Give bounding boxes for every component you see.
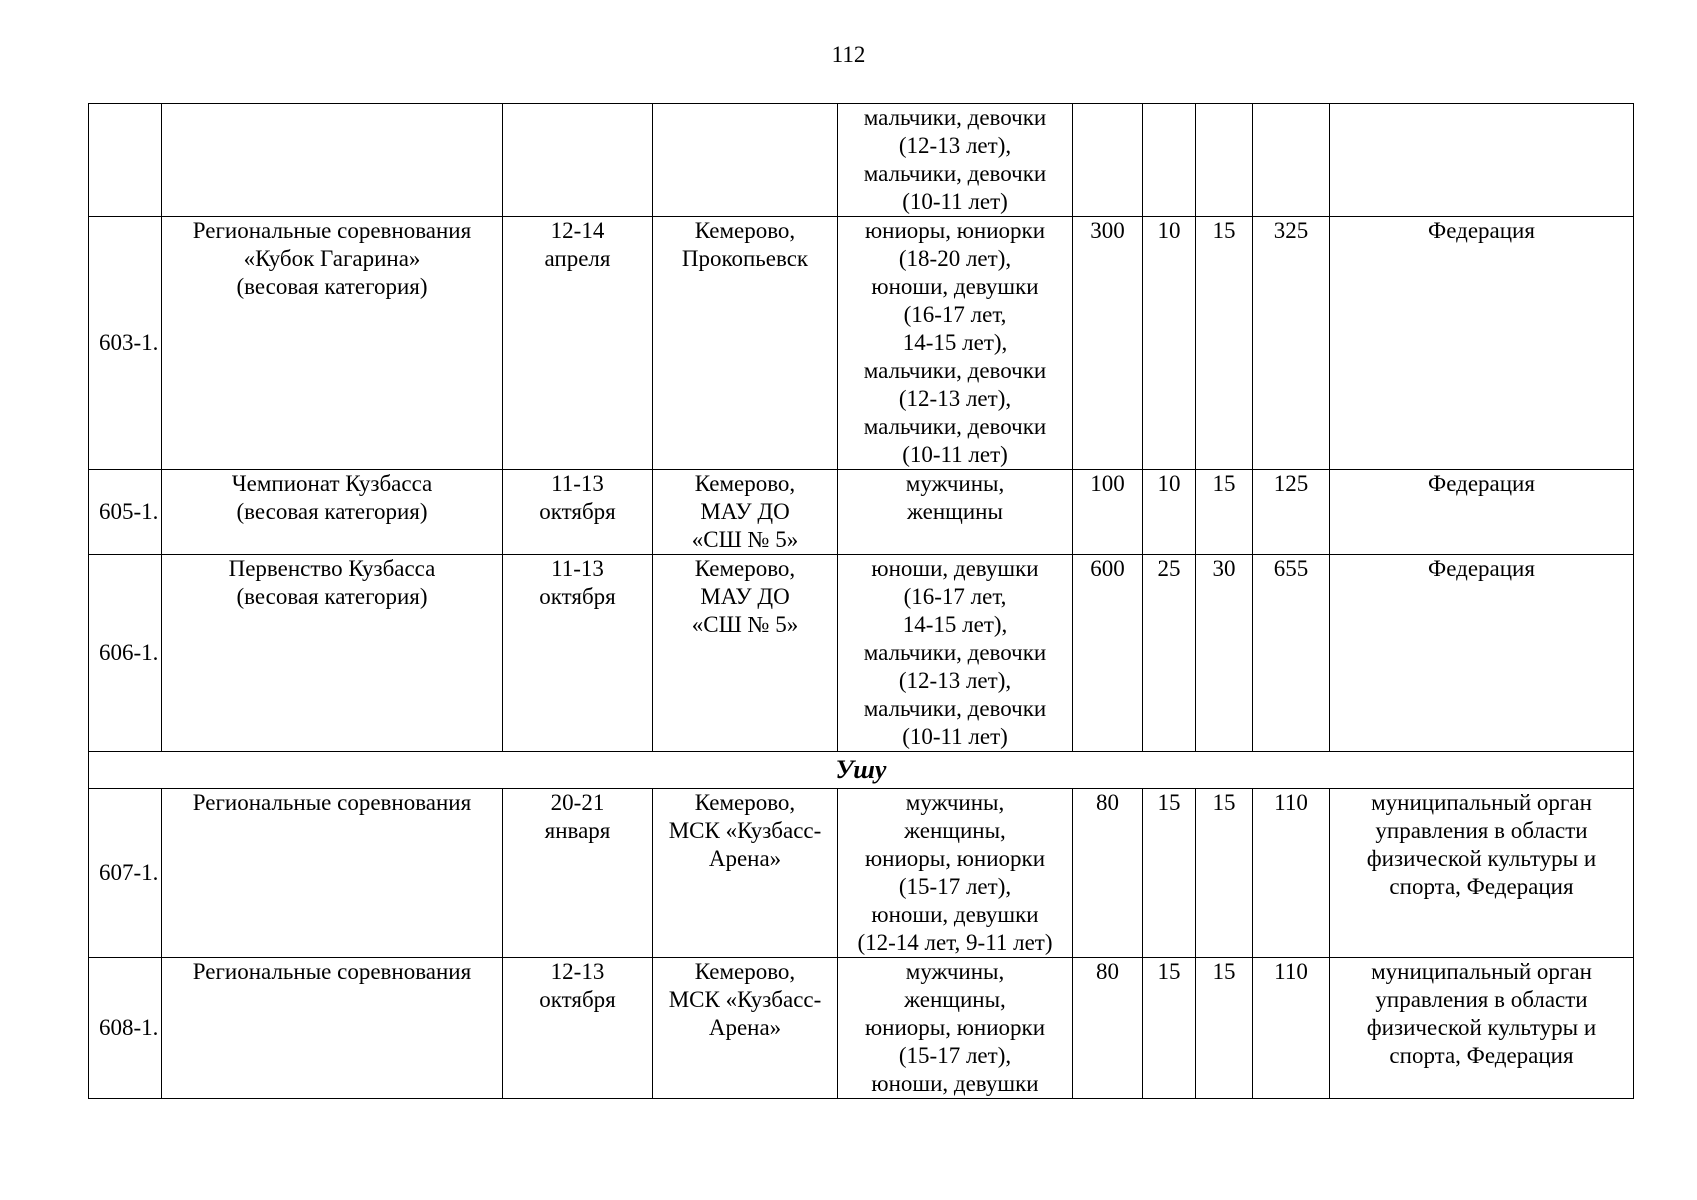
participants-line: мужчины, — [905, 790, 1005, 815]
count-total: 110 — [1253, 958, 1330, 1099]
count-coaches: 10 — [1143, 470, 1196, 555]
count-judges: 15 — [1196, 217, 1253, 470]
participants-line: юноши, девушки — [871, 556, 1039, 581]
event-name — [162, 104, 503, 217]
event-place-line: Арена» — [708, 846, 782, 871]
event-dates-line: 11-13 — [551, 471, 604, 496]
row-number: 603-1. — [89, 217, 162, 470]
participants — [838, 789, 1073, 958]
event-place — [653, 555, 838, 752]
participants-line: юниоры, юниорки — [864, 846, 1046, 871]
event-place-line: МАУ ДО — [700, 584, 790, 609]
count-judges: 30 — [1196, 555, 1253, 752]
organizer-line: физической культуры и — [1366, 1015, 1597, 1040]
event-place-line: Кемерово, — [694, 218, 796, 243]
event-place-line: Кемерово, — [694, 556, 796, 581]
event-name-line: (весовая категория) — [236, 274, 428, 299]
organizer — [1330, 104, 1634, 217]
count-total: 655 — [1253, 555, 1330, 752]
count-judges: 15 — [1196, 789, 1253, 958]
organizer-line: Федерация — [1428, 556, 1535, 581]
participants-line: женщины, — [904, 987, 1006, 1012]
table-row — [89, 789, 1634, 958]
participants-line: мальчики, девочки — [863, 105, 1047, 130]
event-name-line: Региональные соревнования — [192, 218, 472, 243]
count-coaches: 15 — [1143, 789, 1196, 958]
organizer — [1330, 217, 1634, 470]
count-total — [1253, 104, 1330, 217]
section-row — [89, 752, 1634, 789]
event-dates-line: 20-21 — [550, 790, 605, 815]
participants — [838, 555, 1073, 752]
events-table — [88, 103, 1634, 1099]
count-judges: 15 — [1196, 958, 1253, 1099]
event-place-line: Кемерово, — [694, 959, 796, 984]
event-place-line: МСК «Кузбасс- — [668, 987, 822, 1012]
participants-line: юноши, девушки — [871, 1071, 1039, 1096]
event-place-line: МСК «Кузбасс- — [668, 818, 822, 843]
participants — [838, 958, 1073, 1099]
organizer — [1330, 555, 1634, 752]
participants-line: (12-14 лет, 9-11 лет) — [857, 930, 1053, 955]
event-dates — [503, 958, 653, 1099]
event-name-line: Первенство Кузбасса — [228, 556, 436, 581]
count-total: 325 — [1253, 217, 1330, 470]
organizer-line: спорта, Федерация — [1389, 874, 1574, 899]
event-name — [162, 555, 503, 752]
event-dates-line: января — [544, 818, 611, 843]
event-dates — [503, 104, 653, 217]
participants-line: юниоры, юниорки — [864, 1015, 1046, 1040]
participants-line: мужчины, — [905, 471, 1005, 496]
participants-line: мужчины, — [905, 959, 1005, 984]
participants-line: (16-17 лет, — [903, 302, 1007, 327]
participants — [838, 104, 1073, 217]
event-place-line: «СШ № 5» — [691, 612, 799, 637]
event-place-line: Кемерово, — [694, 790, 796, 815]
participants-line: (10-11 лет) — [902, 442, 1008, 467]
count-coaches — [1143, 104, 1196, 217]
organizer-line: Федерация — [1428, 471, 1535, 496]
event-dates-line: октября — [539, 584, 616, 609]
event-name-line: Региональные соревнования — [192, 790, 472, 815]
event-place-line: Кемерово, — [694, 471, 796, 496]
section-title: Ушу — [89, 752, 1634, 789]
participants-line: мальчики, девочки — [863, 414, 1047, 439]
event-name-line: (весовая категория) — [236, 584, 428, 609]
count-athletes — [1073, 104, 1143, 217]
count-total: 125 — [1253, 470, 1330, 555]
participants-line: (10-11 лет) — [902, 724, 1008, 749]
count-coaches: 10 — [1143, 217, 1196, 470]
count-judges: 15 — [1196, 470, 1253, 555]
event-name — [162, 958, 503, 1099]
event-dates-line: октября — [539, 499, 616, 524]
event-dates-line: 11-13 — [551, 556, 604, 581]
event-dates — [503, 789, 653, 958]
table-row — [89, 470, 1634, 555]
table-row — [89, 104, 1634, 217]
participants-line: (15-17 лет), — [898, 1043, 1012, 1068]
event-place-line: Прокопьевск — [681, 246, 809, 271]
event-place — [653, 470, 838, 555]
event-place-line: МАУ ДО — [700, 499, 790, 524]
event-name-line: «Кубок Гагарина» — [243, 246, 421, 271]
table-row — [89, 217, 1634, 470]
participants-line: мальчики, девочки — [863, 161, 1047, 186]
participants-line: юноши, девушки — [871, 274, 1039, 299]
event-name — [162, 217, 503, 470]
event-dates — [503, 470, 653, 555]
table-row — [89, 555, 1634, 752]
row-number: 606-1. — [89, 555, 162, 752]
count-athletes: 300 — [1073, 217, 1143, 470]
participants-line: женщины, — [904, 818, 1006, 843]
organizer — [1330, 789, 1634, 958]
participants — [838, 217, 1073, 470]
event-place — [653, 104, 838, 217]
event-place-line: «СШ № 5» — [691, 527, 799, 552]
organizer-line: физической культуры и — [1366, 846, 1597, 871]
event-dates — [503, 217, 653, 470]
event-dates-line: 12-13 — [550, 959, 605, 984]
participants-line: (12-13 лет), — [898, 386, 1012, 411]
participants — [838, 470, 1073, 555]
participants-line: юноши, девушки — [871, 902, 1039, 927]
page-number: 112 — [831, 42, 866, 67]
event-dates-line: октября — [539, 987, 616, 1012]
participants-line: (10-11 лет) — [902, 189, 1008, 214]
row-number: 605-1. — [89, 470, 162, 555]
organizer-line: муниципальный орган — [1371, 959, 1592, 984]
event-name — [162, 789, 503, 958]
row-number: 608-1. — [89, 958, 162, 1099]
table-row — [89, 958, 1634, 1099]
event-dates — [503, 555, 653, 752]
organizer-line: спорта, Федерация — [1389, 1043, 1574, 1068]
organizer-line: муниципальный орган — [1371, 790, 1592, 815]
participants-line: юниоры, юниорки — [864, 218, 1046, 243]
organizer — [1330, 958, 1634, 1099]
count-total: 110 — [1253, 789, 1330, 958]
row-number — [89, 104, 162, 217]
count-judges — [1196, 104, 1253, 217]
event-name-line: Чемпионат Кузбасса — [231, 471, 433, 496]
event-place-line: Арена» — [708, 1015, 782, 1040]
count-coaches: 25 — [1143, 555, 1196, 752]
count-athletes: 80 — [1073, 958, 1143, 1099]
event-place — [653, 217, 838, 470]
event-name-line: Региональные соревнования — [192, 959, 472, 984]
participants-line: 14-15 лет), — [902, 330, 1008, 355]
participants-line: мальчики, девочки — [863, 696, 1047, 721]
event-name-line: (весовая категория) — [236, 499, 428, 524]
event-name — [162, 470, 503, 555]
participants-line: (12-13 лет), — [898, 133, 1012, 158]
participants-line: (15-17 лет), — [898, 874, 1012, 899]
organizer — [1330, 470, 1634, 555]
participants-line: (16-17 лет, — [903, 584, 1007, 609]
organizer-line: Федерация — [1428, 218, 1535, 243]
count-athletes: 80 — [1073, 789, 1143, 958]
event-dates-line: апреля — [544, 246, 611, 271]
events-table-body — [89, 104, 1634, 1099]
count-athletes: 100 — [1073, 470, 1143, 555]
participants-line: мальчики, девочки — [863, 358, 1047, 383]
participants-line: женщины — [907, 499, 1003, 524]
participants-line: (12-13 лет), — [898, 668, 1012, 693]
organizer-line: управления в области — [1375, 818, 1588, 843]
organizer-line: управления в области — [1375, 987, 1588, 1012]
event-place — [653, 958, 838, 1099]
count-athletes: 600 — [1073, 555, 1143, 752]
row-number: 607-1. — [89, 789, 162, 958]
participants-line: мальчики, девочки — [863, 640, 1047, 665]
participants-line: 14-15 лет), — [902, 612, 1008, 637]
event-place — [653, 789, 838, 958]
count-coaches: 15 — [1143, 958, 1196, 1099]
event-dates-line: 12-14 — [550, 218, 605, 243]
participants-line: (18-20 лет), — [898, 246, 1012, 271]
